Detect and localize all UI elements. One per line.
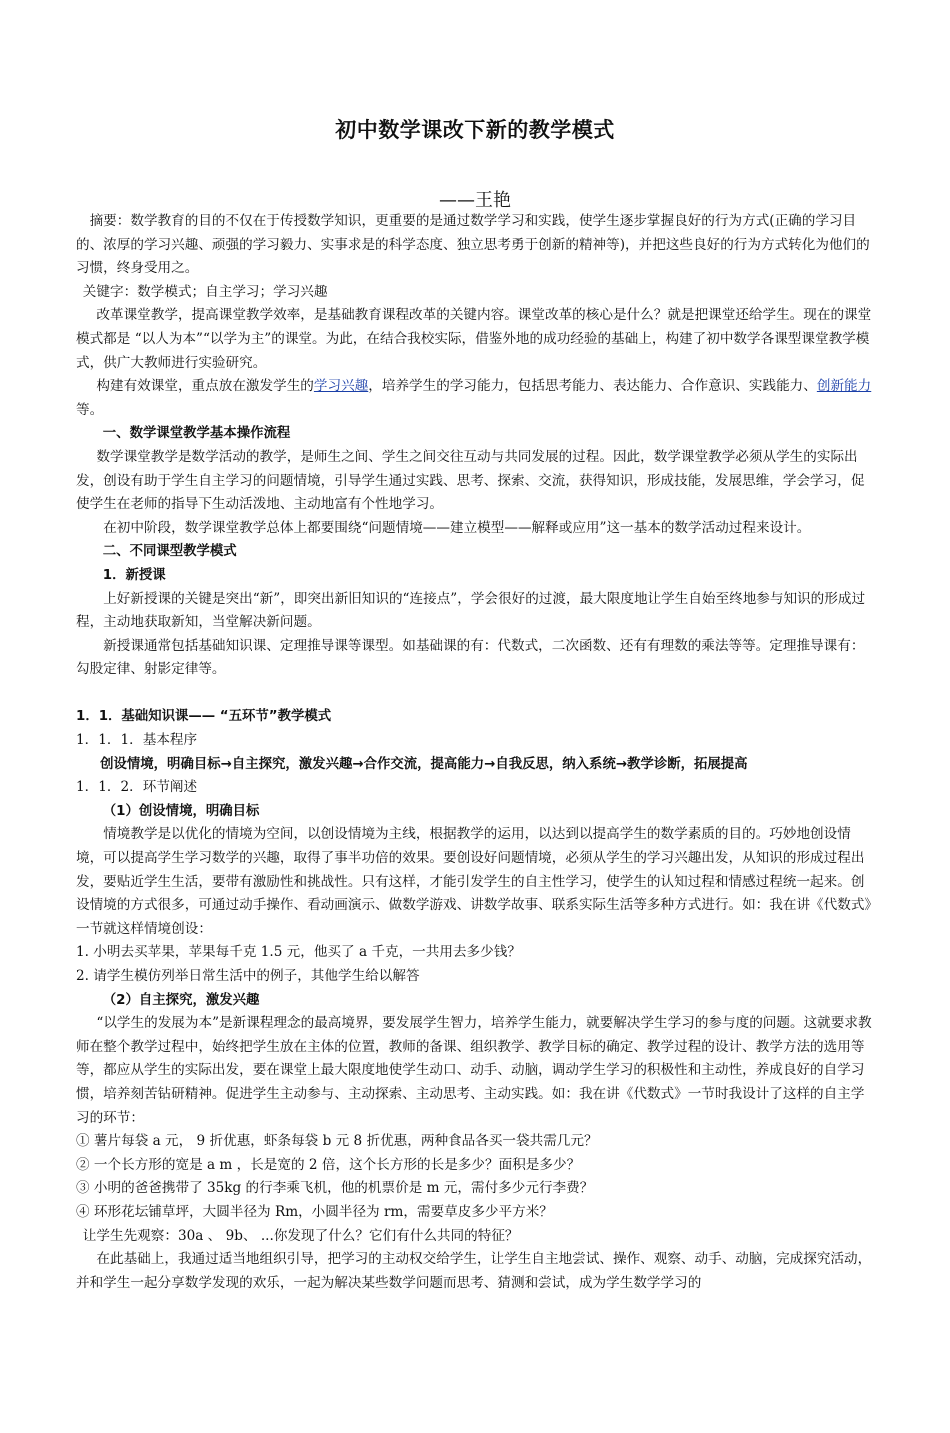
step-2-list-item-4: ④ 环形花坛铺草坪，大圆半径为 Rm，小圆半径为 rm，需要草皮多少平方米？ <box>76 1203 553 1220</box>
step-2-list-item-3: ③ 小明的爸爸携带了 35kg 的行李乘飞机，他的机票价是 m 元，需付多少元行李费？ <box>76 1180 594 1197</box>
intro-text-after: 等。 <box>76 401 104 418</box>
step-1-list-item-2: 2. 请学生模仿列举日常生活中的例子，其他学生给以解答 <box>76 968 420 984</box>
spacer <box>76 682 876 706</box>
section-2-heading: 二、不同课型教学模式 <box>102 544 237 560</box>
intro-paragraph-2 <box>76 375 876 422</box>
keywords-line: 关键字：数学模式；自主学习；学习兴趣 <box>82 283 328 300</box>
procedure-flow: 创设情境，明确目标→自主探究，激发兴趣→合作交流，提高能力→自我反思，纳入系统→教学诊断，拓展提高 <box>100 756 748 772</box>
step-2-heading: （2）自主探究，激发兴趣 <box>102 992 260 1008</box>
section-1-heading: 一、数学课堂教学基本操作流程 <box>102 426 291 442</box>
subsection-1-heading: 1．新授课 <box>102 567 166 583</box>
step-2-observe-line: 让学生先观察：30a 、 9b、 ...你发现了什么？它们有什么共同的特征？ <box>82 1227 519 1244</box>
subsection-1-paragraph-2: 新授课通常包括基础知识课、定理推导课等课型。如基础课的有：代数式，二次函数、还有有理数的乘法等等。定理推导课有：勾股定律、射影定律等。 <box>76 637 865 678</box>
step-2-list-item-2: ② 一个长方形的宽是 a m ，长是宽的 2 倍，这个长方形的长是多少？面积是多少？ <box>76 1156 581 1173</box>
link-innovation-ability[interactable]: 创新能力 <box>816 378 872 395</box>
intro-text-before: 构建有效课堂，重点放在激发学生的 <box>96 378 314 395</box>
step-1-heading: （1）创设情境，明确目标 <box>102 803 260 819</box>
subsection-1-paragraph-1: 上好新授课的关键是突出“新”，即突出新旧知识的“连接点”，学会很好的过渡，最大限度地让学生自始至终地参与知识的形成过程，主动地获取新知，当堂解决新问题。 <box>76 590 866 631</box>
subsection-1-1-2-heading: 1．1．2．环节阐述 <box>76 779 198 796</box>
author-line: ——王艳 <box>439 190 511 211</box>
step-1-list-item-1: 1. 小明去买苹果，苹果每千克 1.5 元，他买了 a 千克，一共用去多少钱？ <box>76 944 521 961</box>
document-title: 初中数学课改下新的教学模式 <box>335 118 615 142</box>
step-2-paragraph-1: “以学生的发展为本”是新课程理念的最高境界，要发展学生智力，培养学生能力，就要解决学生学习的参与度的问题。这就要求教师在整个教学过程中，始终把学生放在主体的位置，教师的备课、组织教学、教学目标的确定、教学过程的设计、教学方法的选用等等，都应从学生的实际出发，要在课堂上最大限度地使学生动口、动手、动脑，调动学生学习的积极性和主动性，养成良好的自学习惯，培养刻苦钻研精神。促进学生主动参与、主动探索、主动思考、主动实践。如：我在讲《代数式》一节时我设计了这样的自主学习的环节： <box>76 1015 872 1126</box>
link-learning-interest[interactable]: 学习兴趣 <box>313 378 369 395</box>
step-1-paragraph: 情境教学是以优化的情境为空间，以创设情境为主线，根据教学的运用，以达到以提高学生的数学素质的目的。巧妙地创设情境，可以提高学生学习数学的兴趣，取得了事半功倍的效果。要创设好问题情境，必须从学生的学习兴趣出发，从知识的形成过程出发，要贴近学生生活，要带有激励性和挑战性。只有这样，才能引发学生的自主性学习，使学生的认知过程和情感过程统一起来。创设情境的方式很多，可通过动手操作、看动画演示、做数学游戏、讲数学故事、联系实际生活等多种方式进行。如：我在讲《代数式》一节就这样情境创设： <box>76 826 872 937</box>
document-body <box>76 210 876 1295</box>
subsection-1-1-1-heading: 1．1．1．基本程序 <box>76 732 198 749</box>
intro-paragraph-1: 改革课堂教学，提高课堂教学效率，是基础教育课程改革的关键内容。课堂改革的核心是什么？就是把课堂还给学生。现在的课堂模式都是 “以人为本”“以学为主”的课堂。为此，在结合我校实际，借鉴外地的成功经验的基础上，构建了初中数学各课型课堂教学模式，供广大教师进行实验研究。 <box>76 307 872 371</box>
section-1-paragraph-1: 数学课堂教学是数学活动的教学，是师生之间、学生之间交往互动与共同发展的过程。因此，数学课堂教学必须从学生的实际出发，创设有助于学生自主学习的问题情境，引导学生通过实践、思考、探索、交流，获得知识，形成技能，发展思维，学会学习，促使学生在老师的指导下生动活泼地、主动地富有个性地学习。 <box>76 448 865 513</box>
abstract-paragraph: 摘要：数学教育的目的不仅在于传授数学知识，更重要的是通过数学学习和实践，使学生逐步掌握良好的行为方式(正确的学习目的、浓厚的学习兴趣、顽强的学习毅力、实事求是的科学态度、独立思考勇于创新的精神等)，并把这些良好的行为方式转化为他们的习惯，终身受用之。 <box>76 213 870 277</box>
intro-text-middle: ，培养学生的学习能力，包括思考能力、表达能力、合作意识、实践能力、 <box>368 378 817 395</box>
subsection-1-1-heading: 1．1．基础知识课—— “五环节”教学模式 <box>76 709 332 725</box>
step-2-paragraph-2: 在此基础上，我通过适当地组织引导，把学习的主动权交给学生，让学生自主地尝试、操作、观察、动手、动脑，完成探究活动，并和学生一起分享数学发现的欢乐，一起为解决某些数学问题而思考、猜测和尝试，成为学生数学学习的 <box>76 1251 872 1291</box>
step-2-list-item-1: ① 薯片每袋 a 元， 9 折优惠，虾条每袋 b 元 8 折优惠，两种食品各买一袋共需几元？ <box>76 1133 598 1150</box>
section-1-paragraph-2: 在初中阶段，数学课堂教学总体上都要围绕“问题情境——建立模型——解释或应用”这一基本的数学活动过程来设计。 <box>103 519 811 536</box>
